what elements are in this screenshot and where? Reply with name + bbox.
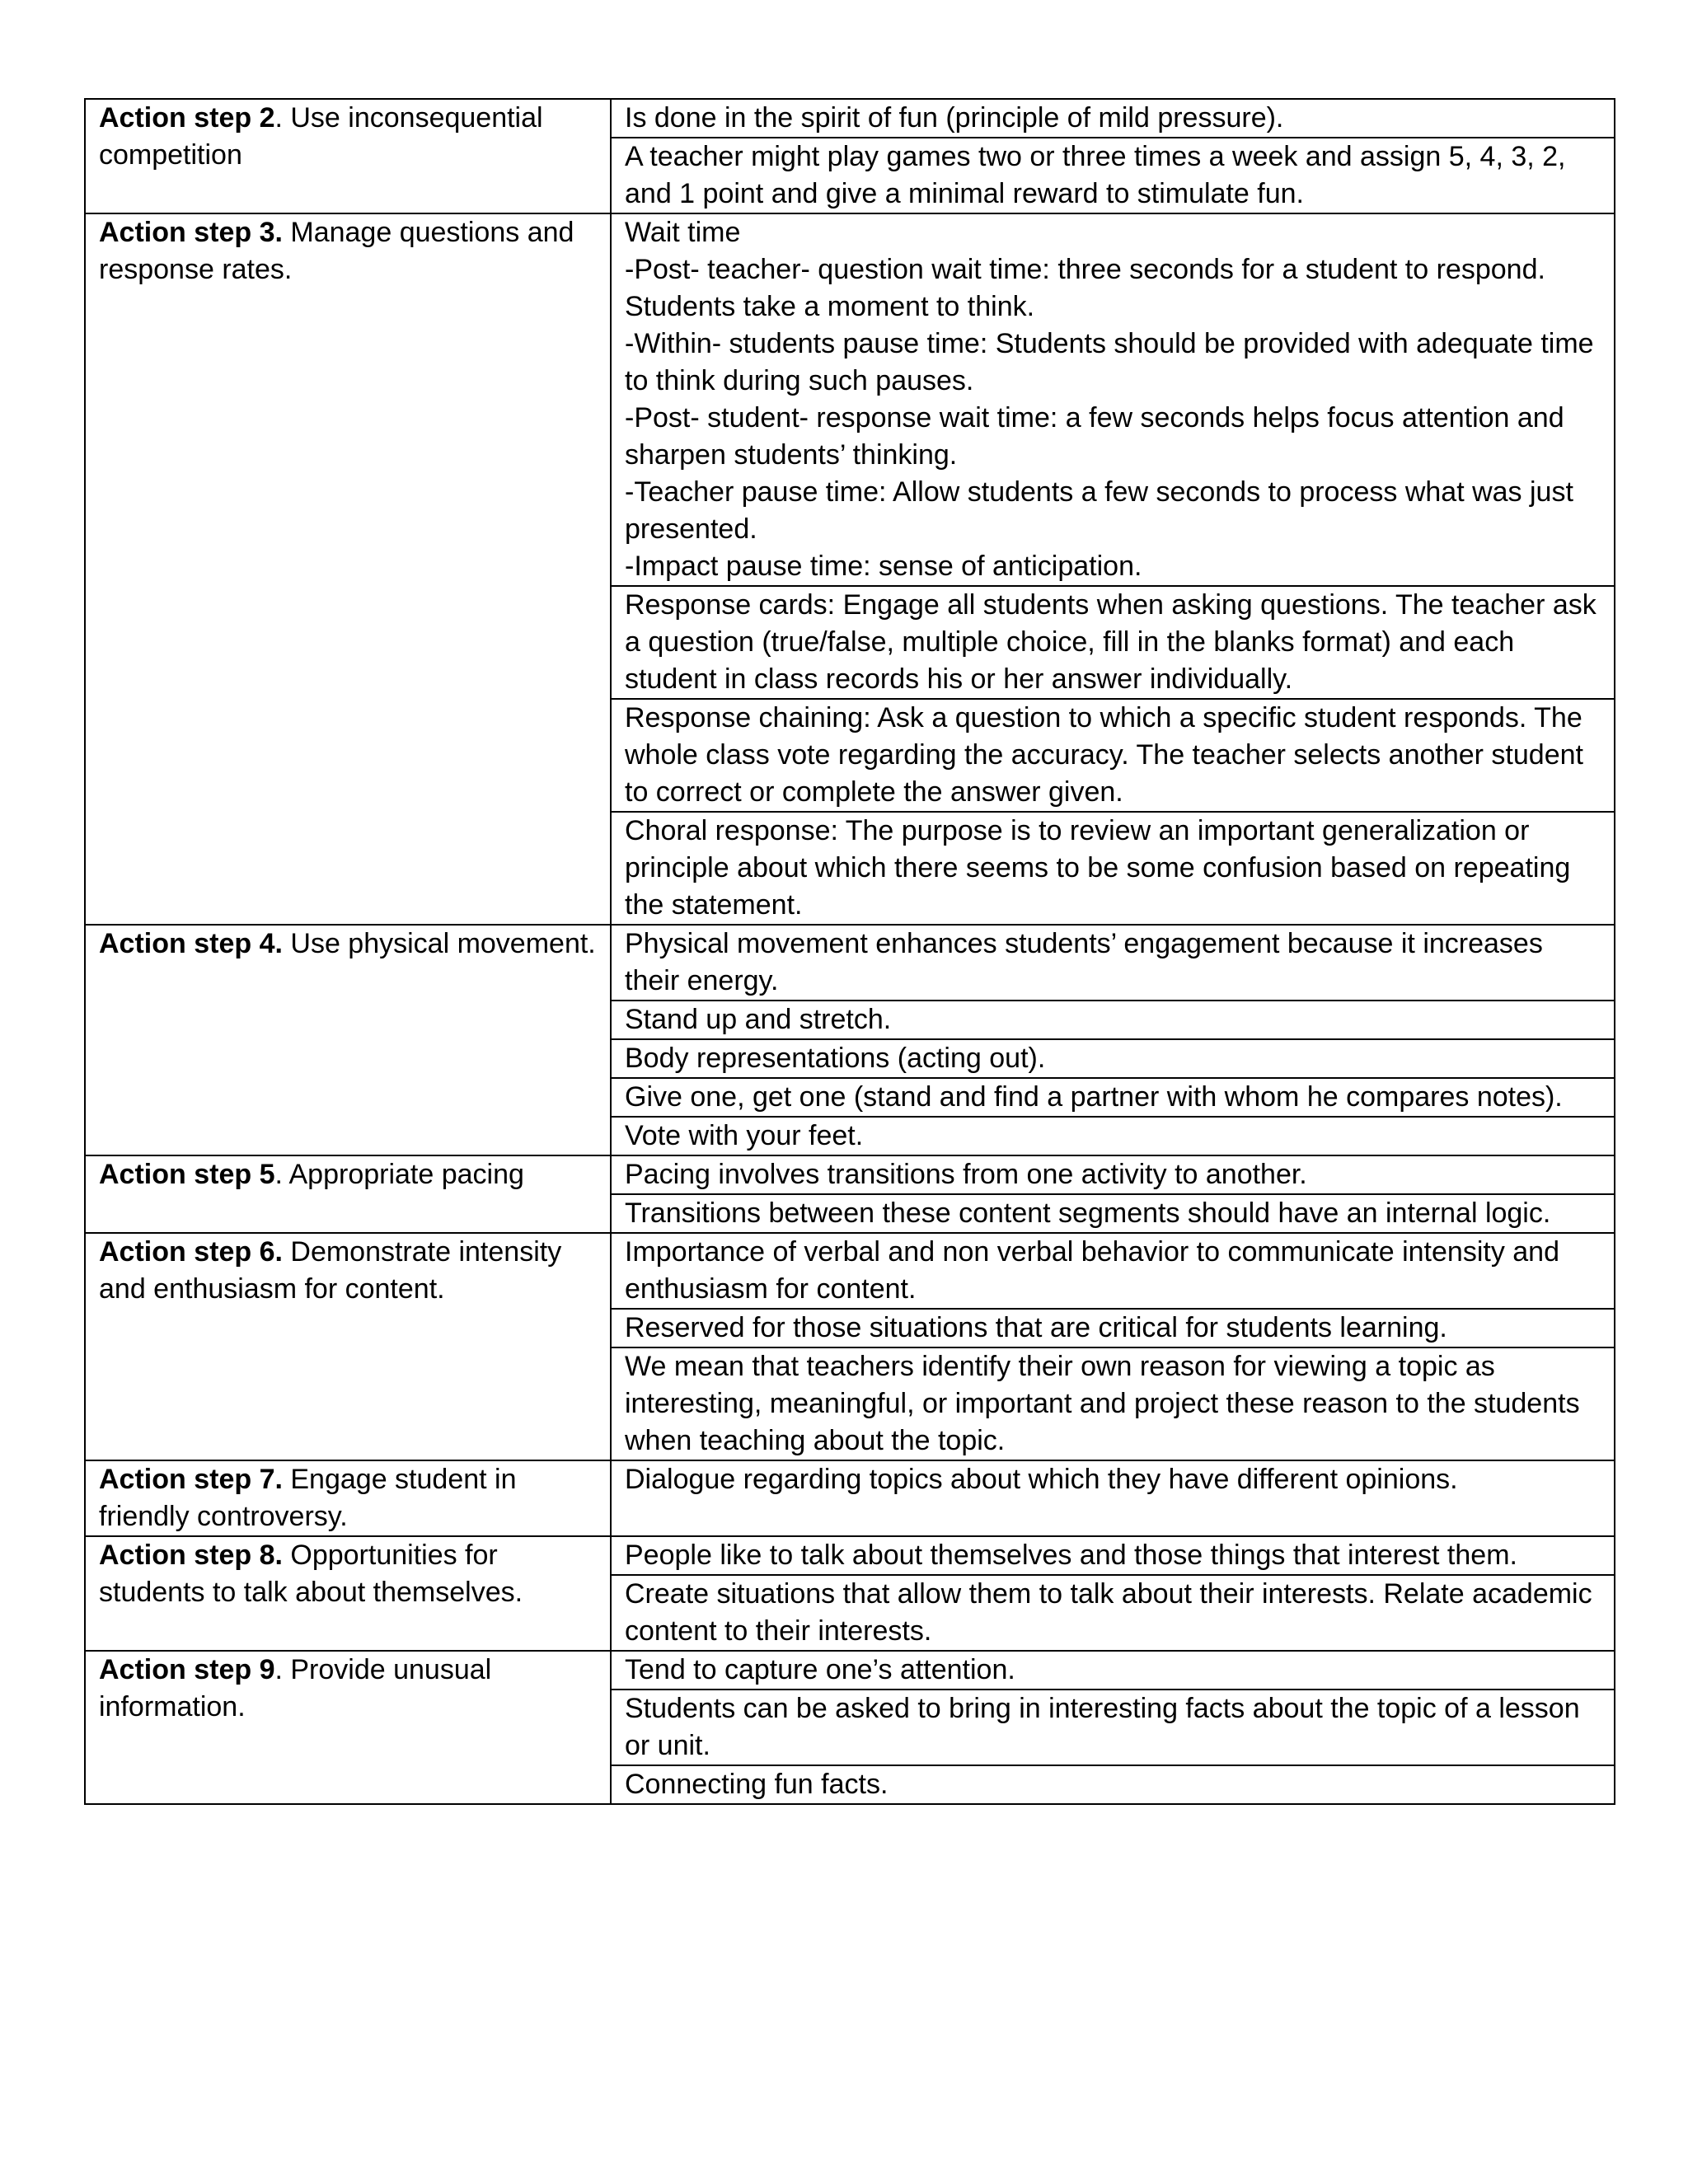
detail-cell [611, 1233, 1615, 1309]
step-cell [85, 1536, 611, 1651]
step-number: Action step 6. [99, 1236, 283, 1268]
step-cell [85, 213, 611, 925]
step-number: Action step 9 [99, 1654, 275, 1685]
detail-cell [611, 1536, 1615, 1575]
detail-text: Dialogue regarding topics about which they have different opinions. [625, 1464, 1458, 1495]
detail-text: Tend to capture one’s attention. [625, 1654, 1015, 1685]
step-number: Action step 3. [99, 217, 283, 248]
detail-text: -Post- teacher- question wait time: three seconds for a student to respond. Students take a moment to think. [625, 254, 1545, 322]
detail-cell [611, 1651, 1615, 1690]
detail-text: -Impact pause time: sense of anticipation. [625, 551, 1142, 582]
detail-text: Students can be asked to bring in interesting facts about the topic of a lesson or unit. [625, 1693, 1580, 1761]
step-cell [85, 1155, 611, 1233]
step-description: Manage questions and response rates. [99, 217, 574, 285]
table-row [85, 1233, 1615, 1309]
detail-text: Connecting fun facts. [625, 1769, 889, 1800]
detail-text: Transitions between these content segments should have an internal logic. [625, 1197, 1551, 1229]
detail-cell [611, 1039, 1615, 1078]
step-description: Use physical movement. [282, 928, 596, 959]
detail-cell [611, 1347, 1615, 1460]
step-description: . Use inconsequential competition [99, 102, 543, 171]
step-cell [85, 1651, 611, 1804]
detail-text: Body representations (acting out). [625, 1043, 1046, 1074]
detail-text: Create situations that allow them to talk about their interests. Relate academic content to their interests. [625, 1578, 1592, 1647]
detail-cell [611, 925, 1615, 1001]
detail-text: -Within- students pause time: Students should be provided with adequate time to think during such pauses. [625, 328, 1594, 396]
step-cell [85, 1233, 611, 1460]
step-number: Action step 7. [99, 1464, 283, 1495]
detail-text: Importance of verbal and non verbal behavior to communicate intensity and enthusiasm for content. [625, 1236, 1559, 1305]
step-cell [85, 99, 611, 213]
detail-text: People like to talk about themselves and those things that interest them. [625, 1540, 1517, 1571]
detail-cell [611, 586, 1615, 699]
detail-text: Choral response: The purpose is to review an important generalization or principle about which there seems to be some confusion based on repeating the statement. [625, 815, 1571, 921]
step-description: Opportunities for students to talk about themselves. [99, 1540, 523, 1608]
table-row [85, 925, 1615, 1001]
detail-text: -Post- student- response wait time: a few seconds helps focus attention and sharpen students’ thinking. [625, 402, 1564, 471]
detail-cell [611, 1309, 1615, 1347]
detail-cell [611, 1155, 1615, 1194]
detail-text: Reserved for those situations that are critical for students learning. [625, 1312, 1447, 1343]
detail-text: -Teacher pause time: Allow students a few seconds to process what was just presented. [625, 476, 1573, 545]
detail-text: Wait time [625, 217, 741, 248]
detail-cell [611, 1765, 1615, 1804]
step-number: Action step 8. [99, 1540, 283, 1571]
detail-cell [611, 812, 1615, 925]
detail-text: Pacing involves transitions from one activity to another. [625, 1159, 1307, 1190]
step-description: Demonstrate intensity and enthusiasm for content. [99, 1236, 562, 1305]
detail-text: Stand up and stretch. [625, 1004, 892, 1035]
detail-cell [611, 1575, 1615, 1651]
table-row [85, 1651, 1615, 1690]
detail-text: Vote with your feet. [625, 1120, 864, 1151]
step-cell [85, 925, 611, 1155]
detail-cell [611, 699, 1615, 812]
detail-cell [611, 99, 1615, 138]
detail-text: Is done in the spirit of fun (principle of mild pressure). [625, 102, 1284, 134]
action-steps-table [84, 98, 1615, 1805]
detail-cell [611, 1117, 1615, 1155]
detail-cell [611, 1690, 1615, 1765]
step-number: Action step 4. [99, 928, 283, 959]
detail-text: Give one, get one (stand and find a partner with whom he compares notes). [625, 1081, 1563, 1113]
detail-text: Physical movement enhances students’ engagement because it increases their energy. [625, 928, 1543, 996]
step-number: Action step 5 [99, 1159, 275, 1190]
table-row [85, 213, 1615, 586]
step-description: . Appropriate pacing [274, 1159, 524, 1190]
table-row [85, 1536, 1615, 1575]
detail-cell [611, 1078, 1615, 1117]
step-description: Engage student in friendly controversy. [99, 1464, 517, 1532]
table-row [85, 1155, 1615, 1194]
table-row [85, 99, 1615, 138]
detail-text: We mean that teachers identify their own reason for viewing a topic as interesting, meaningful, or important and project these reason to the students when teaching about the topic. [625, 1351, 1580, 1456]
detail-text: Response chaining: Ask a question to which a specific student responds. The whole class vote regarding the accuracy. The teacher selects another student to correct or complete the answer given. [625, 702, 1583, 808]
table-row [85, 1460, 1615, 1536]
document-page [84, 98, 1601, 1805]
detail-text: A teacher might play games two or three times a week and assign 5, 4, 3, 2, and 1 point and give a minimal reward to stimulate fun. [625, 141, 1566, 209]
detail-cell [611, 1194, 1615, 1233]
step-number: Action step 2 [99, 102, 275, 134]
step-description: . Provide unusual information. [99, 1654, 492, 1722]
detail-cell [611, 1001, 1615, 1039]
detail-text: Response cards: Engage all students when asking questions. The teacher ask a question (true/false, multiple choice, fill in the blanks format) and each student in class records his or her answer individually. [625, 589, 1597, 695]
step-cell [85, 1460, 611, 1536]
detail-cell [611, 138, 1615, 213]
detail-cell [611, 1460, 1615, 1536]
detail-cell [611, 213, 1615, 586]
